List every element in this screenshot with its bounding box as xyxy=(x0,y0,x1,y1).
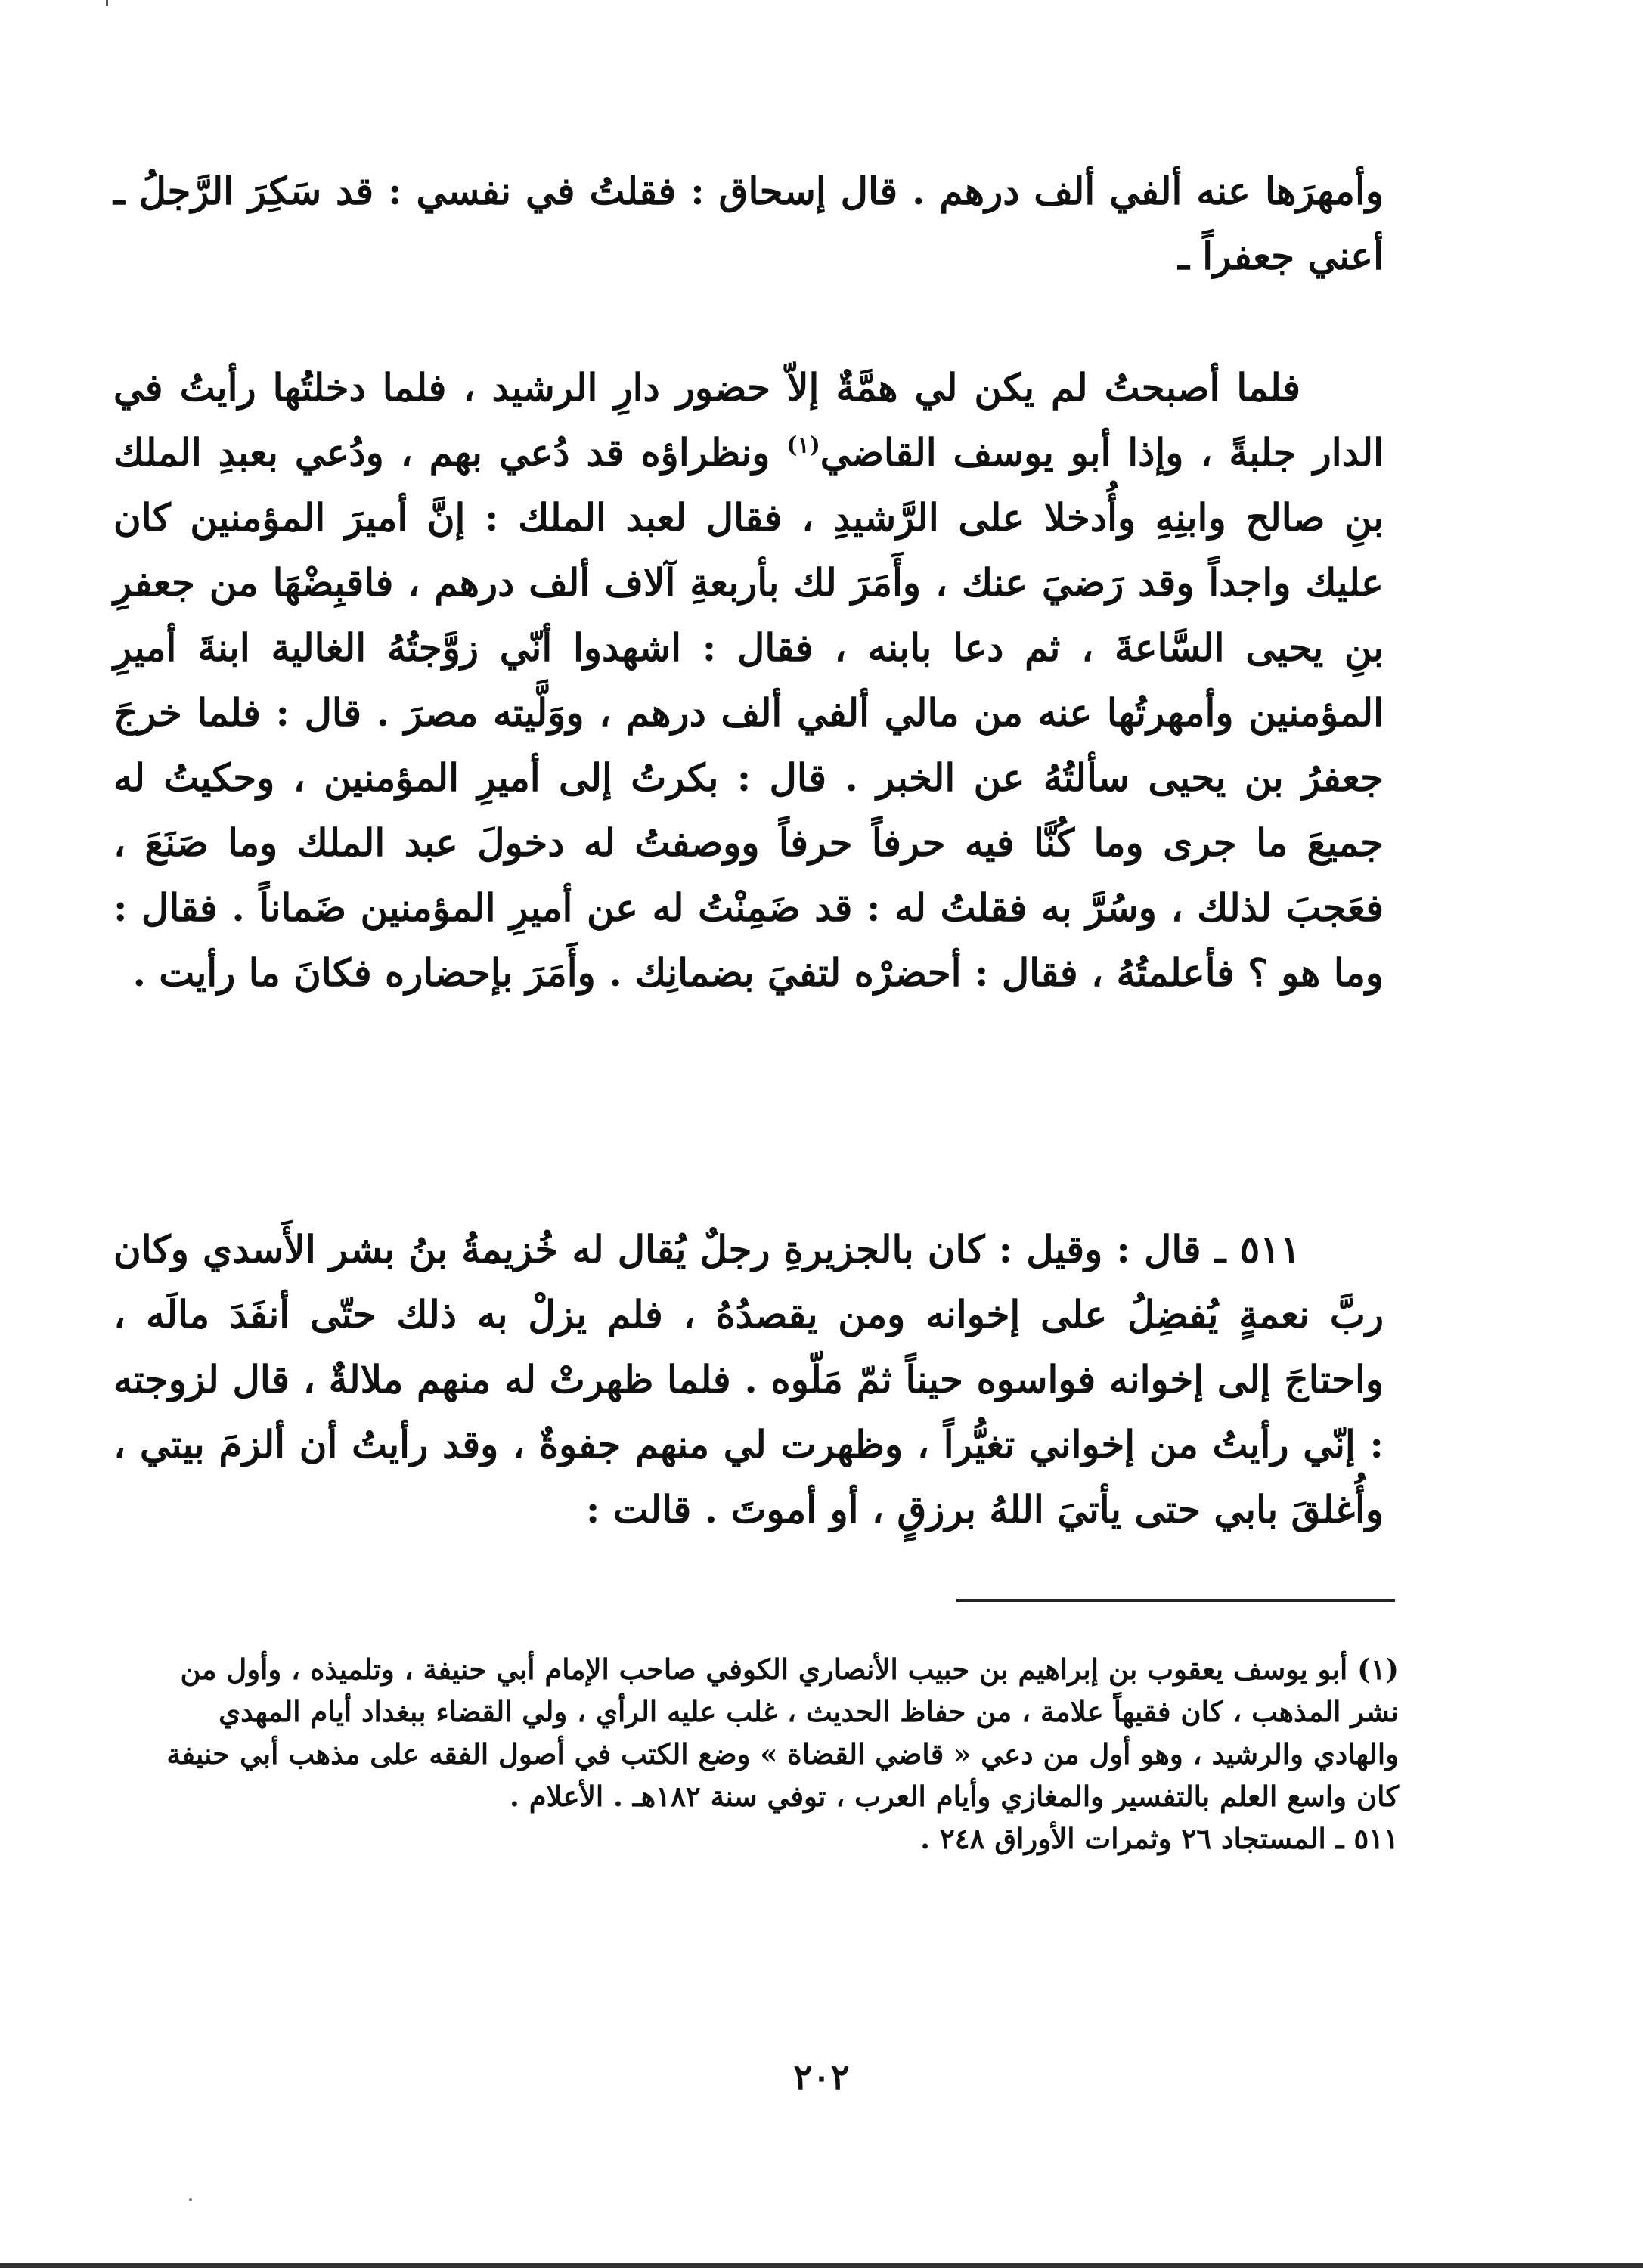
scan-speck xyxy=(189,2198,192,2201)
scan-bottom-edge xyxy=(0,2263,1643,2268)
footnote-marker: (١) xyxy=(786,432,820,459)
footnote-source-511: ٥١١ ـ المستجاد ٢٦ وثمرات الأوراق ٢٤٨ . xyxy=(920,1822,1399,1855)
paragraph-text-start: فلما أصبحتُ لم يكن لي همَّةٌ إلاّ حضور دارِ الرشيد ، فلما دخلتُها رأيتُ في الدار جلبةً ، وإذا أبو يوسف القاضي xyxy=(113,365,1384,475)
paragraph-511 xyxy=(113,1217,1384,1542)
paragraph-continuation xyxy=(113,159,1384,289)
scan-mark xyxy=(106,0,108,6)
footnotes xyxy=(129,1648,1399,1860)
paragraph-text: وأمهرَها عنه ألفي ألف درهم . قال إسحاق : فقلتُ في نفسي : قد سَكِرَ الرَّجلُ ـ أعني جعفراً ـ xyxy=(113,169,1384,278)
page-number: ٢٠٢ xyxy=(793,2056,850,2097)
paragraph-text: ٥١١ ـ قال : وقيل : كان بالجزيرةِ رجلٌ يُقال له خُزيمةُ بنُ بشر الأَسدي وكان ربَّ نعمةٍ يُفضِلُ على إخوانه ومن يقصدُهُ ، فلم يزلْ به ذلك حتّى أنفَدَ مالَه ، واحتاجَ إلى إخوانه فواسوه حيناً ثمّ مَلّوه . فلما ظهرتْ له منهم ملالةٌ ، قال لزوجته : إنّي رأيتُ من إخواني تغيُّراً ، وظهرت لي منهم جفوةٌ ، وقد رأيتُ أن ألزمَ بيتي ، وأُغلقَ بابي حتى يأتيَ اللهُ برزقٍ ، أو أموتَ . قالت : xyxy=(113,1227,1384,1532)
paragraph-text xyxy=(113,355,1384,1005)
footnote-1: (١) أبو يوسف يعقوب بن إبراهيم بن حبيب الأنصاري الكوفي صاحب الإمام أبي حنيفة ، وتلميذه ، وأول من نشر المذهب ، كان فقيهاً علامة ، من حفاظ الحديث ، غلب عليه الرأي ، ولي القضاء ببغداد أيام المهدي والهادي والرشيد ، وهو أول من دعي « قاضي القضاة » وضع الكتب في أصول الفقه على مذهب أبي حنيفة كان واسع العلم بالتفسير والمغازي وأيام العرب ، توفي سنة ١٨٢هـ . الأعلام . xyxy=(166,1653,1399,1813)
paragraph-text-rest: ونظراؤه قد دُعي بهم ، ودُعي بعبدِ الملك بنِ صالح وابنِهِ وأُدخلا على الرَّشيدِ ، فقال لعبد الملك : إنَّ أميرَ المؤمنين كان عليك واجداً وقد رَضيَ عنك ، وأَمَرَ لك بأربعةِ آلاف ألف درهم ، فاقبِضْهَا من جعفرِ بنِ يحيى السَّاعةَ ، ثم دعا بابنه ، فقال : اشهدوا أنّي زوَّجتُهُ الغالية ابنةَ أميرِ المؤمنين وأمهرتُها عنه من مالي ألفي ألف درهم ، ووَلَّيته مصرَ . قال : فلما خرجَ جعفرُ بن يحيى سألتُهُ عن الخبر . قال : بكرتُ إلى أميرِ المؤمنين ، وحكيتُ له جميعَ ما جرى وما كُنَّا فيه حرفاً حرفاً ووصفتُ له دخولَ عبد الملك وما صَنَعَ ، فعَجبَ لذلك ، وسُرَّ به فقلتُ له : قد ضَمِنْتُ له عن أميرِ المؤمنين ضَماناً . فقال : وما هو ؟ فأعلمتُهُ ، فقال : أحضرْه لتفيَ بضمانِك . وأَمَرَ بإحضاره فكانَ ما رأيت . xyxy=(113,430,1384,995)
paragraph-rashid-court xyxy=(113,355,1384,1005)
footnote-separator xyxy=(956,1599,1395,1602)
